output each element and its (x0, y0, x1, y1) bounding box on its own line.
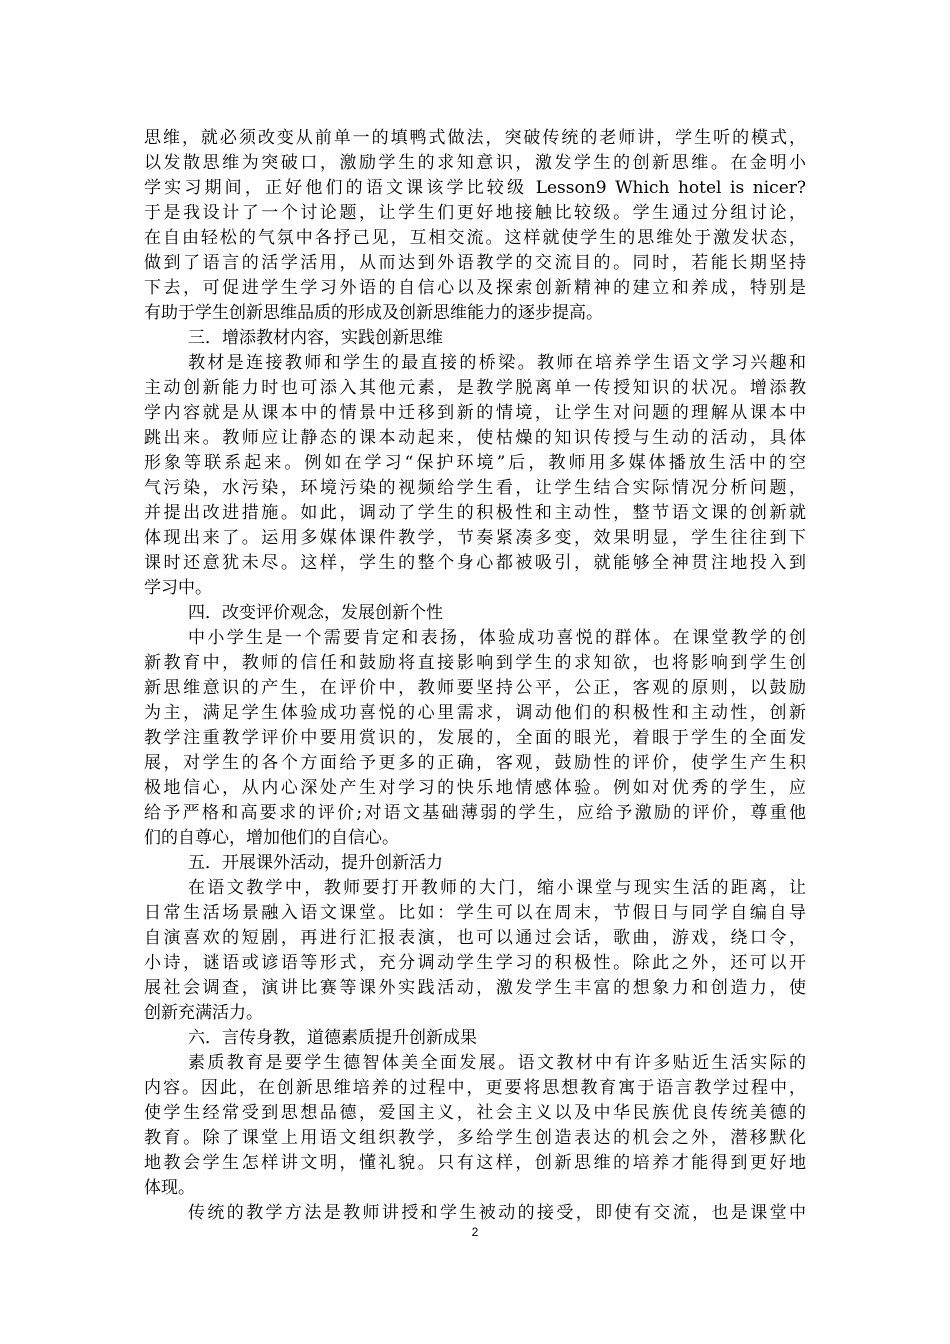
text-line: 素质教育是要学生德智体美全面发展。语文教材中有许多贴近生活实际的 (188, 1053, 806, 1073)
text-line: 课时还意犹未尽。这样，学生的整个身心都被吸引，就能够全神贯注地投入到 (144, 553, 806, 573)
text-line: 使学生经常受到思想品德，爱国主义，社会主义以及中华民族优良传统美德的 (144, 1103, 806, 1123)
text-line: 教学注重教学评价中要用赏识的，发展的，全面的眼光，着眼于学生的全面发 (144, 728, 806, 748)
text-line: 六．言传身教，道德素质提升创新成果 (188, 1028, 477, 1048)
text-line: 跳出来。教师应让静态的课本动起来，使枯燥的知识传授与生动的活动，具体 (144, 428, 806, 448)
text-line: 三．增添教材内容，实践创新思维 (188, 328, 443, 348)
text-line: 小诗，谜语或谚语等形式，充分调动学生学习的积极性。除此之外，还可以开 (144, 953, 806, 973)
text-line: 日常生活场景融入语文课堂。比如：学生可以在周末，节假日与同学自编自导 (144, 903, 806, 923)
text-line: 自演喜欢的短剧，再进行汇报表演，也可以通过会话，歌曲，游戏，绕口令， (144, 928, 806, 948)
text-line: 有助于学生创新思维品质的形成及创新思维能力的逐步提高。 (144, 303, 603, 323)
text-line: 体现。 (144, 1178, 195, 1198)
text-line: 下去，可促进学生学习外语的自信心以及探索创新精神的建立和养成，特别是 (144, 278, 806, 298)
text-line: 地教会学生怎样讲文明，懂礼貌。只有这样，创新思维的培养才能得到更好地 (144, 1153, 806, 1173)
text-line: 学内容就是从课本中的情景中迁移到新的情境，让学生对问题的理解从课本中 (144, 403, 806, 423)
text-line: 主动创新能力时也可添入其他元素，是教学脱离单一传授知识的状况。增添教 (144, 378, 806, 398)
text-line: 新思维意识的产生，在评价中，教师要坚持公平，公正，客观的原则，以鼓励 (144, 678, 806, 698)
document-page (144, 126, 806, 1226)
text-line: 以发散思维为突破口，激励学生的求知意识，激发学生的创新思维。在金明小 (144, 153, 806, 173)
text-line: 传统的教学方法是教师讲授和学生被动的接受，即使有交流，也是课堂中 (188, 1203, 806, 1223)
text-line: 四．改变评价观念，发展创新个性 (188, 603, 443, 623)
text-line: 内容。因此，在创新思维培养的过程中，更要将思想教育寓于语言教学过程中， (144, 1078, 806, 1098)
text-line: 并提出改进措施。如此，调动了学生的积极性和主动性，整节语文课的创新就 (144, 503, 806, 523)
text-line: 展，对学生的各个方面给予更多的正确，客观，鼓励性的评价，使学生产生积 (144, 753, 806, 773)
text-line: 气污染，水污染，环境污染的视频给学生看，让学生结合实际情况分析问题， (144, 478, 806, 498)
text-line: 教育。除了课堂上用语文组织教学，多给学生创造表达的机会之外，潜移默化 (144, 1128, 806, 1148)
text-line: 给予严格和高要求的评价;对语文基础薄弱的学生，应给予激励的评价，尊重他 (144, 803, 806, 823)
text-line: 思维，就必须改变从前单一的填鸭式做法，突破传统的老师讲，学生听的模式， (144, 128, 806, 148)
text-line: 极地信心，从内心深处产生对学习的快乐地情感体验。例如对优秀的学生，应 (144, 778, 806, 798)
text-line: 们的自尊心，增加他们的自信心。 (144, 828, 399, 848)
text-line: 学实习期间，正好他们的语文课该学比较级 Lesson9 Which hotel is nicer? (144, 178, 806, 198)
text-line: 做到了语言的活学活用，从而达到外语教学的交流目的。同时，若能长期坚持 (144, 253, 806, 273)
text-line: 学习中。 (144, 578, 212, 598)
text-line: 五．开展课外活动，提升创新活力 (188, 853, 443, 873)
text-line: 在自由轻松的气氛中各抒己见，互相交流。这样就使学生的思维处于激发状态， (144, 228, 806, 248)
text-line: 展社会调查，演讲比赛等课外实践活动，激发学生丰富的想象力和创造力，使 (144, 978, 806, 998)
text-line: 为主，满足学生体验成功喜悦的心里需求，调动他们的积极性和主动性，创新 (144, 703, 806, 723)
text-line: 中小学生是一个需要肯定和表扬，体验成功喜悦的群体。在课堂教学的创 (188, 628, 806, 648)
text-line: 新教育中，教师的信任和鼓励将直接影响到学生的求知欲，也将影响到学生创 (144, 653, 806, 673)
text-line: 创新充满活力。 (144, 1003, 263, 1023)
page-number: 2 (471, 1225, 479, 1239)
text-line: 于是我设计了一个讨论题，让学生们更好地接触比较级。学生通过分组讨论， (144, 203, 806, 223)
text-line: 在语文教学中，教师要打开教师的大门，缩小课堂与现实生活的距离，让 (188, 878, 806, 898)
text-line: 教材是连接教师和学生的最直接的桥梁。教师在培养学生语文学习兴趣和 (188, 353, 806, 373)
text-line: 体现出来了。运用多媒体课件教学，节奏紧凑多变，效果明显，学生往往到下 (144, 528, 806, 548)
text-line: 形象等联系起来。例如在学习“保护环境”后，教师用多媒体播放生活中的空 (144, 453, 806, 473)
